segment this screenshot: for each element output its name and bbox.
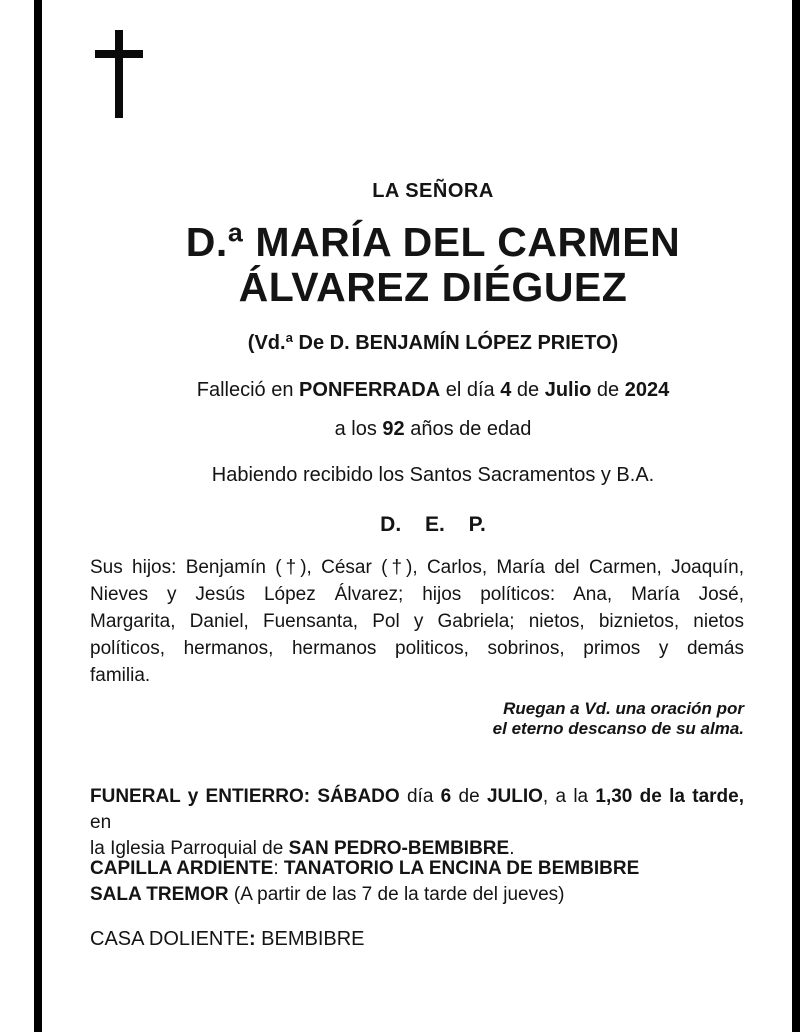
dep-abbreviation: D. E. P. (380, 513, 486, 536)
deceased-name (90, 220, 776, 310)
age-line: a los 92 años de edad (334, 418, 532, 440)
sacraments-line: Habiendo recibido los Santos Sacramentos y B.A. (211, 464, 655, 486)
funeral-line1: FUNERAL y ENTIERRO: SÁBADO día 6 de JULIO, a la 1,30 de la tarde, en (90, 786, 744, 833)
wake-line2: SALA TREMOR (A partir de las 7 de la tarde del jueves) (90, 884, 565, 905)
widow-of-line: (Vd.ª De D. BENJAMÍN LÓPEZ PRIETO) (247, 332, 619, 354)
family-line: Sus hijos: Benjamín (†), César (†), Carlos, María del Carmen, Joaquín, (90, 557, 744, 578)
funeral-info (90, 784, 744, 862)
prayer-line2: el eterno descanso de su alma. (492, 719, 744, 738)
deceased-name-line2: ÁLVAREZ DIÉGUEZ (238, 264, 628, 310)
honorific-label: LA SEÑORA (372, 180, 494, 202)
funeral-line2: la Iglesia Parroquial de SAN PEDRO-BEMBIBRE. (90, 838, 515, 859)
prayer-request (90, 699, 744, 739)
family-line: políticos, hermanos, hermanos politicos, sobrinos, primos y demás (90, 638, 744, 659)
wake-line1: CAPILLA ARDIENTE: TANATORIO LA ENCINA DE BEMBIBRE (90, 858, 640, 879)
cross-horizontal-bar (95, 50, 143, 58)
family-line: familia. (90, 665, 151, 686)
family-paragraph (90, 554, 744, 689)
left-border-rule (34, 0, 42, 1032)
mourning-house-info: CASA DOLIENTE: BEMBIBRE (90, 928, 365, 950)
deceased-name-line1: D.ª MARÍA DEL CARMEN (185, 219, 681, 265)
family-line: Margarita, Daniel, Fuensanta, Pol y Gabriela; nietos, biznietos, nietos (90, 611, 744, 632)
family-line: Nieves y Jesús López Álvarez; hijos políticos: Ana, María José, (90, 584, 744, 605)
cross-vertical-bar (115, 30, 123, 118)
right-border-rule (792, 0, 800, 1032)
wake-info (90, 856, 744, 908)
prayer-line1: Ruegan a Vd. una oración por (503, 699, 744, 718)
latin-cross-icon (95, 30, 143, 118)
death-info-line: Falleció en PONFERRADA el día 4 de Julio de 2024 (196, 379, 670, 401)
